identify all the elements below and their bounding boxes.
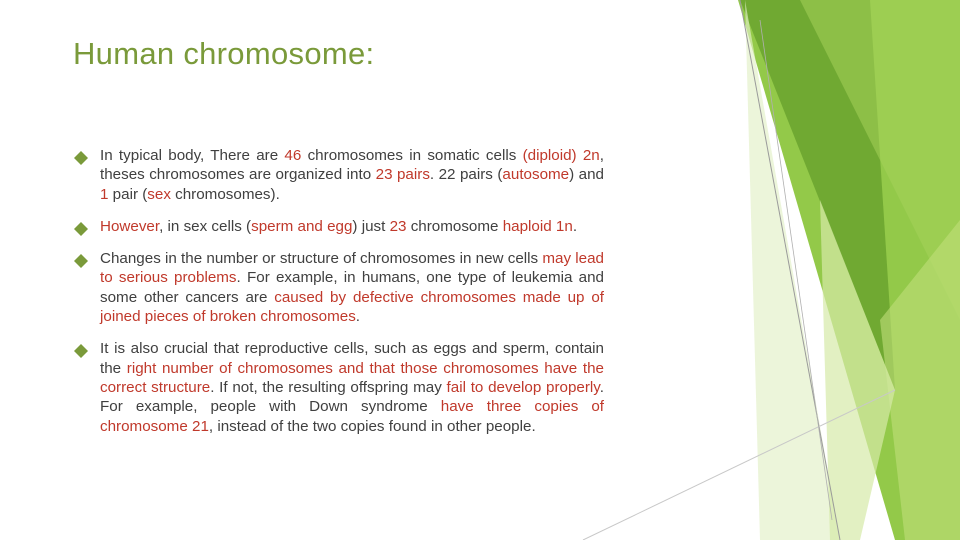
text-segment: . For example, in humans, one type of leukemia and some other cancers are bbox=[100, 269, 604, 306]
bullet-item bbox=[74, 339, 604, 435]
diamond-bullet-icon bbox=[74, 254, 88, 268]
highlighted-text: sex bbox=[147, 185, 171, 203]
highlighted-text: 1 bbox=[100, 185, 109, 203]
highlighted-text: (diploid) 2n bbox=[522, 147, 600, 164]
text-segment: pair ( bbox=[108, 185, 148, 203]
text-segment: , theses chromosomes are organized into bbox=[100, 147, 604, 184]
highlighted-text: caused by defective chromosomes made up of joined pieces of broken chromosomes bbox=[100, 288, 605, 326]
bullet-text bbox=[100, 146, 604, 204]
bullet-text bbox=[100, 249, 604, 326]
text-segment: It is also crucial that reproductive cells, such as eggs and sperm, contain the bbox=[100, 340, 604, 377]
text-segment: . For example, people with Down syndrome bbox=[100, 378, 605, 416]
text-segment: chromosomes in somatic cells bbox=[301, 147, 523, 164]
text-segment: , in sex cells ( bbox=[159, 217, 252, 235]
highlighted-text: sperm and egg bbox=[251, 217, 353, 235]
text-segment: In typical body, There are bbox=[100, 147, 285, 164]
text-segment: . bbox=[572, 217, 578, 235]
diamond-bullet-icon bbox=[74, 222, 88, 236]
text-segment: . If not, the resulting offspring may bbox=[210, 378, 447, 396]
bullet-item bbox=[74, 146, 604, 204]
text-segment: , instead of the two copies found in other people. bbox=[208, 417, 536, 435]
highlighted-text: 46 bbox=[284, 147, 302, 164]
bullet-text bbox=[100, 339, 604, 435]
text-segment: . bbox=[355, 308, 361, 326]
bullet-item bbox=[74, 217, 604, 236]
highlighted-text: 23 pairs bbox=[375, 166, 430, 184]
bullet-item bbox=[74, 249, 604, 326]
text-segment: ) just bbox=[352, 217, 390, 235]
text-segment: chromosome bbox=[406, 217, 503, 235]
highlighted-text: However bbox=[100, 217, 160, 235]
text-segment: . 22 pairs ( bbox=[429, 166, 503, 184]
highlighted-text: haploid 1n bbox=[502, 217, 573, 235]
text-segment: ) and bbox=[569, 166, 604, 184]
slide-title: Human chromosome: bbox=[73, 36, 375, 71]
diamond-bullet-icon bbox=[74, 344, 88, 358]
highlighted-text: 23 bbox=[389, 217, 407, 235]
highlighted-text: right number of chromosomes and that those chromosomes have the correct structure bbox=[100, 359, 604, 396]
bullet-list bbox=[74, 146, 604, 449]
highlighted-text: have three copies of chromosome 21 bbox=[100, 398, 604, 435]
highlighted-text: may lead to serious problems bbox=[100, 250, 604, 287]
highlighted-text: fail to develop properly bbox=[446, 378, 600, 396]
text-segment: chromosomes). bbox=[170, 185, 280, 203]
bullet-text bbox=[100, 217, 604, 236]
text-segment: Changes in the number or structure of chromosomes in new cells bbox=[100, 250, 543, 268]
diamond-bullet-icon bbox=[74, 151, 88, 165]
highlighted-text: autosome bbox=[502, 166, 570, 184]
